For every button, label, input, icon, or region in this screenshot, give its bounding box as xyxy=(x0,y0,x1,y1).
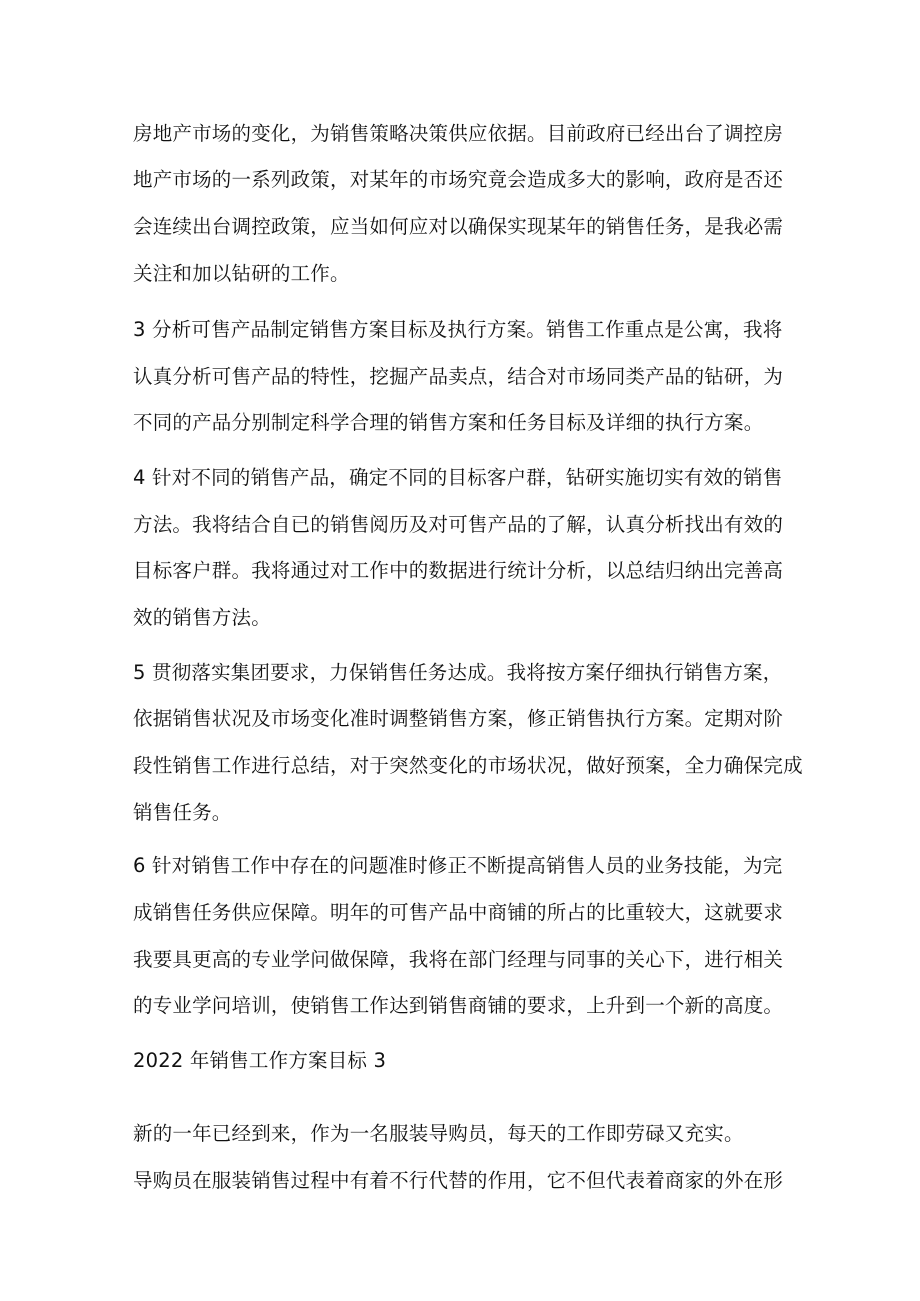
text-line: 4 针对不同的销售产品，确定不同的目标客户群，钻研实施切实有效的销售 xyxy=(133,466,783,489)
text-line: 导购员在服装销售过程中有着不行代替的作用，它不但代表着商家的外在形 xyxy=(133,1169,784,1192)
text-line: 地产市场的一系列政策，对某年的市场究竟会造成多大的影响，政府是否还 xyxy=(133,168,784,191)
text-line: 销售任务。 xyxy=(133,801,232,824)
text-line: 不同的产品分别制定科学合理的销售方案和任务目标及详细的执行方案。 xyxy=(133,411,764,434)
text-line: 段性销售工作进行总结，对于突然变化的市场状况，做好预案，全力确保完成 xyxy=(133,754,803,777)
text-line: 房地产市场的变化，为销售策略决策供应依据。目前政府已经出台了调控房 xyxy=(133,122,784,145)
text-line: 的专业学问培训，使销售工作达到销售商铺的要求，上升到一个新的高度。 xyxy=(133,994,784,1017)
text-line: 成销售任务供应保障。明年的可售产品中商铺的所占的比重较大，这就要求 xyxy=(133,901,784,924)
text-line: 关注和加以钻研的工作。 xyxy=(133,262,350,285)
text-line: 目标客户群。我将通过对工作中的数据进行统计分析，以总结归纳出完善高 xyxy=(133,559,784,582)
text-line: 6 针对销售工作中存在的问题准时修正不断提高销售人员的业务技能，为完 xyxy=(133,854,783,877)
text-line: 3 分析可售产品制定销售方案目标及执行方案。销售工作重点是公寓，我将 xyxy=(133,318,783,341)
text-line: 新的一年已经到来，作为一名服装导购员，每天的工作即劳碌又充实。 xyxy=(133,1122,744,1145)
text-line: 5 贯彻落实集团要求，力保销售任务达成。我将按方案仔细执行销售方案， xyxy=(133,661,783,684)
text-line: 依据销售状况及市场变化准时调整销售方案，修正销售执行方案。定期对阶 xyxy=(133,707,784,730)
section-heading: 2022 年销售工作方案目标 3 xyxy=(133,1049,387,1072)
text-line: 我要具更高的专业学问做保障，我将在部门经理与同事的关心下，进行相关 xyxy=(133,948,784,971)
text-line: 认真分析可售产品的特性，挖掘产品卖点，结合对市场同类产品的钻研，为 xyxy=(133,365,784,388)
text-line: 会连续出台调控政策，应当如何应对以确保实现某年的销售任务，是我必需 xyxy=(133,215,784,238)
text-line: 效的销售方法。 xyxy=(133,606,271,629)
text-line: 方法。我将结合自已的销售阅历及对可售产品的了解，认真分析找出有效的 xyxy=(133,513,784,536)
